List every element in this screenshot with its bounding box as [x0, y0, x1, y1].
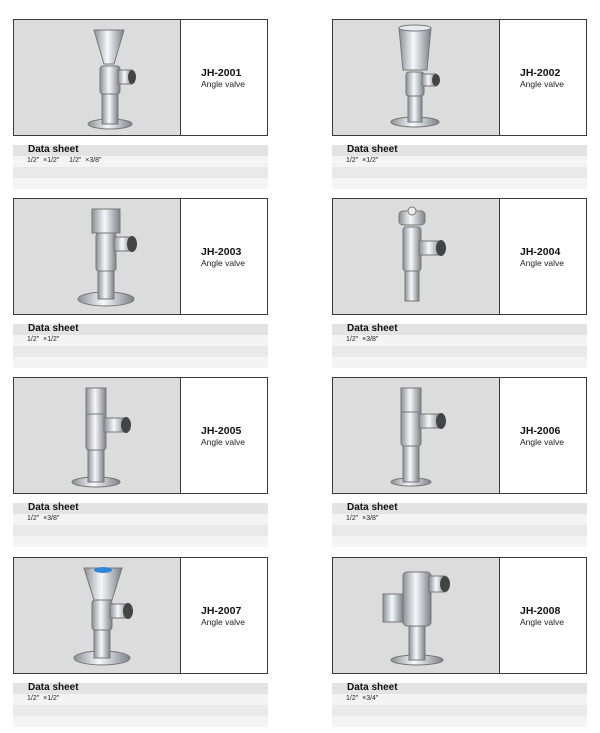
data-sheet-title: Data sheet	[28, 502, 79, 513]
spec-line: 1/2" ×1/2"	[346, 157, 379, 164]
product-photo	[14, 20, 181, 135]
data-sheet	[13, 683, 268, 727]
product-info	[201, 605, 267, 628]
data-sheet	[13, 324, 268, 368]
product-type: Angle valve	[201, 79, 245, 89]
valve-illustration	[14, 558, 180, 673]
product-code: JH-2005	[201, 425, 242, 437]
product-photo	[333, 20, 500, 135]
valve-illustration	[333, 199, 499, 314]
product-type: Angle valve	[201, 617, 245, 627]
product-info	[201, 425, 267, 448]
product-photo	[333, 199, 500, 314]
data-sheet-title: Data sheet	[347, 323, 398, 334]
valve-illustration	[333, 558, 499, 673]
valve-illustration	[333, 20, 499, 135]
product-photo	[333, 558, 500, 673]
product-type: Angle valve	[520, 258, 564, 268]
data-sheet	[332, 145, 587, 189]
product-info	[201, 246, 267, 269]
valve-illustration	[333, 378, 499, 493]
product-type: Angle valve	[201, 258, 245, 268]
product-code: JH-2003	[201, 246, 242, 258]
spec-line: 1/2" ×3/8"	[27, 515, 60, 522]
product-code: JH-2008	[520, 605, 561, 617]
product-type: Angle valve	[201, 437, 245, 447]
spec-line: 1/2" ×3/8"	[346, 336, 379, 343]
data-sheet	[13, 145, 268, 189]
product-info	[201, 67, 267, 90]
data-sheet-title: Data sheet	[28, 323, 79, 334]
data-sheet	[332, 503, 587, 547]
valve-illustration	[14, 199, 180, 314]
product-code: JH-2004	[520, 246, 561, 258]
data-sheet-title: Data sheet	[347, 144, 398, 155]
product-frame	[13, 19, 268, 136]
product-frame	[13, 557, 268, 674]
product-photo	[14, 558, 181, 673]
product-frame	[332, 198, 587, 315]
data-sheet	[332, 683, 587, 727]
product-code: JH-2006	[520, 425, 561, 437]
spec-line: 1/2" ×1/2" 1/2" ×3/8"	[27, 157, 102, 164]
product-frame	[13, 198, 268, 315]
spec-line: 1/2" ×1/2"	[27, 336, 60, 343]
product-frame	[332, 19, 587, 136]
product-photo	[14, 199, 181, 314]
product-frame	[13, 377, 268, 494]
product-info	[520, 67, 586, 90]
data-sheet-title: Data sheet	[347, 682, 398, 693]
product-code: JH-2001	[201, 67, 242, 79]
data-sheet-title: Data sheet	[28, 144, 79, 155]
spec-line: 1/2" ×1/2"	[27, 695, 60, 702]
data-sheet	[13, 503, 268, 547]
data-sheet-title: Data sheet	[28, 682, 79, 693]
spec-line: 1/2" ×3/4"	[346, 695, 379, 702]
product-photo	[333, 378, 500, 493]
product-code: JH-2007	[201, 605, 242, 617]
product-frame	[332, 377, 587, 494]
product-frame	[332, 557, 587, 674]
product-type: Angle valve	[520, 617, 564, 627]
product-info	[520, 425, 586, 448]
valve-illustration	[14, 20, 180, 135]
valve-illustration	[14, 378, 180, 493]
product-type: Angle valve	[520, 437, 564, 447]
data-sheet	[332, 324, 587, 368]
spec-line: 1/2" ×3/8"	[346, 515, 379, 522]
data-sheet-title: Data sheet	[347, 502, 398, 513]
product-info	[520, 605, 586, 628]
product-type: Angle valve	[520, 79, 564, 89]
product-photo	[14, 378, 181, 493]
product-info	[520, 246, 586, 269]
product-code: JH-2002	[520, 67, 561, 79]
